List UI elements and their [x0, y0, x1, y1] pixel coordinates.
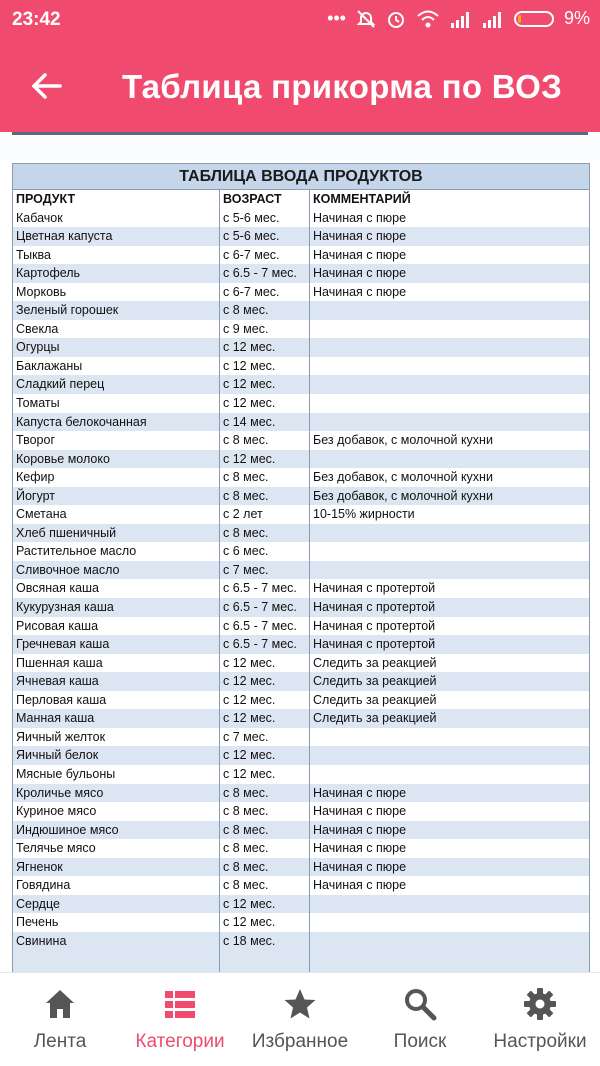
nav-item-settings[interactable]	[480, 973, 600, 1066]
cell-product: Говядина	[13, 876, 220, 895]
cell-age: с 8 мес.	[220, 301, 310, 320]
cell-age: с 8 мес.	[220, 468, 310, 487]
cell-product: Овсяная каша	[13, 579, 220, 598]
cell-comment	[310, 895, 589, 914]
cell-comment: Следить за реакцией	[313, 674, 437, 689]
battery-level	[518, 15, 521, 23]
cell-product: Гречневая каша	[13, 635, 220, 654]
table-row	[13, 375, 589, 394]
cell-age: с 12 мес.	[220, 394, 310, 413]
table-row	[13, 542, 589, 561]
table-row	[13, 709, 589, 728]
cell-age: с 12 мес.	[220, 913, 310, 932]
wifi-icon	[416, 9, 440, 29]
cell-product: Сердце	[13, 895, 220, 914]
cell-comment: Начиная с пюре	[313, 266, 407, 281]
cell-product: Ячневая каша	[13, 672, 220, 691]
table-row	[13, 821, 589, 840]
nav-item-favorites[interactable]	[240, 973, 360, 1066]
cell-age: с 14 мес.	[220, 413, 310, 432]
cell-comment: Начиная с пюре	[313, 284, 407, 299]
cell-age: с 7 мес.	[220, 728, 310, 747]
cell-comment	[310, 413, 589, 432]
cell-comment: Следить за реакцией	[313, 655, 437, 670]
cell-comment: Следить за реакцией	[313, 692, 437, 707]
status-icons	[327, 8, 590, 29]
app-bar	[0, 40, 600, 132]
cell-product: Манная каша	[13, 709, 220, 728]
cell-comment	[310, 357, 589, 376]
table-row	[13, 246, 589, 265]
battery-icon	[514, 11, 554, 27]
table-row	[13, 598, 589, 617]
table-row	[13, 746, 589, 765]
cell-comment	[310, 728, 589, 747]
cell-product: Кукурузная каша	[13, 598, 220, 617]
cell-product: Сметана	[13, 505, 220, 524]
cell-product: Яичный белок	[13, 746, 220, 765]
table-row	[13, 227, 589, 246]
cell-product: Капуста белокочанная	[13, 413, 220, 432]
cell-age: с 6 мес.	[220, 542, 310, 561]
cell-product: Свекла	[13, 320, 220, 339]
table-row	[13, 784, 589, 803]
cell-comment: Без добавок, с молочной кухни	[313, 433, 493, 448]
table-row	[13, 654, 589, 673]
alarm-icon	[386, 9, 406, 29]
cell-comment: Без добавок, с молочной кухни	[313, 470, 493, 485]
cell-product: Зеленый горошек	[13, 301, 220, 320]
cell-product: Индюшиное мясо	[13, 821, 220, 840]
table-header-row	[13, 190, 589, 209]
status-time: 23:42	[12, 9, 61, 30]
cell-comment	[310, 561, 589, 580]
cell-product: Мясные бульоны	[13, 765, 220, 784]
table-row	[13, 431, 589, 450]
cell-comment	[310, 320, 589, 339]
table-row	[13, 561, 589, 580]
cell-age: с 12 мес.	[220, 765, 310, 784]
gear-icon	[523, 987, 557, 1021]
signal-icon	[450, 10, 472, 28]
home-icon	[43, 987, 77, 1021]
table-row	[13, 728, 589, 747]
cell-product: Тыква	[13, 246, 220, 265]
cell-age: с 6-7 мес.	[220, 283, 310, 302]
table-row	[13, 450, 589, 469]
cell-product: Сладкий перец	[13, 375, 220, 394]
cell-comment	[310, 765, 589, 784]
cell-product: Перловая каша	[13, 691, 220, 710]
nav-label: Настройки	[493, 1031, 587, 1052]
filler-cell	[13, 950, 220, 972]
cell-product: Йогурт	[13, 487, 220, 506]
cell-comment	[310, 542, 589, 561]
cell-age: с 6.5 - 7 мес.	[220, 635, 310, 654]
cell-age: с 12 мес.	[220, 672, 310, 691]
cell-comment: Без добавок, с молочной кухни	[313, 488, 493, 503]
table-row	[13, 338, 589, 357]
cell-product: Коровье молоко	[13, 450, 220, 469]
previous-image-edge	[0, 132, 600, 160]
star-icon	[283, 987, 317, 1021]
cell-age: с 8 мес.	[220, 487, 310, 506]
cell-product: Огурцы	[13, 338, 220, 357]
cell-age: с 8 мес.	[220, 431, 310, 450]
cell-comment	[310, 394, 589, 413]
table-row	[13, 413, 589, 432]
header-age: ВОЗРАСТ	[220, 190, 310, 209]
cell-comment: Начиная с пюре	[313, 785, 407, 800]
table-title: ТАБЛИЦА ВВОДА ПРОДУКТОВ	[13, 164, 589, 190]
table-filler-row	[13, 950, 589, 972]
nav-item-search[interactable]	[360, 973, 480, 1066]
table-row	[13, 617, 589, 636]
cell-product: Печень	[13, 913, 220, 932]
filler-cell	[220, 950, 310, 972]
cell-age: с 6-7 мес.	[220, 246, 310, 265]
nav-label: Лента	[33, 1031, 87, 1052]
cell-comment: Начиная с протертой	[313, 600, 436, 615]
cell-product: Хлеб пшеничный	[13, 524, 220, 543]
product-table-image	[12, 163, 590, 972]
table-row	[13, 524, 589, 543]
filler-cell	[310, 950, 589, 972]
table-row	[13, 858, 589, 877]
cell-age: с 8 мес.	[220, 524, 310, 543]
cell-comment	[310, 913, 589, 932]
table-row	[13, 301, 589, 320]
table-row	[13, 691, 589, 710]
cell-age: с 8 мес.	[220, 802, 310, 821]
cell-comment	[310, 375, 589, 394]
cell-age: с 12 мес.	[220, 357, 310, 376]
table-body	[13, 209, 589, 951]
cell-age: с 2 лет	[220, 505, 310, 524]
dots-icon: •••	[327, 8, 346, 28]
cell-comment: Начиная с пюре	[313, 229, 407, 244]
table-row	[13, 579, 589, 598]
table-row	[13, 320, 589, 339]
cell-age: с 6.5 - 7 мес.	[220, 617, 310, 636]
cell-age: с 9 мес.	[220, 320, 310, 339]
cell-product: Рисовая каша	[13, 617, 220, 636]
status-bar	[0, 0, 600, 40]
cell-comment: Начиная с протертой	[313, 637, 436, 652]
cell-comment	[310, 746, 589, 765]
cell-comment: Начиная с пюре	[313, 841, 407, 856]
table-row	[13, 802, 589, 821]
cell-age: с 8 мес.	[220, 784, 310, 803]
table-row	[13, 913, 589, 932]
cell-age: с 5-6 мес.	[220, 209, 310, 228]
cell-comment	[310, 932, 589, 951]
table-row	[13, 264, 589, 283]
cell-product: Сливочное масло	[13, 561, 220, 580]
cell-age: с 12 мес.	[220, 895, 310, 914]
cell-age: с 6.5 - 7 мес.	[220, 598, 310, 617]
signal-icon-2	[482, 10, 504, 28]
cell-age: с 12 мес.	[220, 746, 310, 765]
cell-age: с 12 мес.	[220, 375, 310, 394]
cell-age: с 12 мес.	[220, 654, 310, 673]
table-row	[13, 487, 589, 506]
mute-icon	[356, 9, 376, 29]
cell-age: с 18 мес.	[220, 932, 310, 951]
table-row	[13, 895, 589, 914]
cell-product: Свинина	[13, 932, 220, 951]
cell-comment: 10-15% жирности	[313, 507, 415, 522]
cell-age: с 8 мес.	[220, 821, 310, 840]
cell-product: Ягненок	[13, 858, 220, 877]
cell-age: с 5-6 мес.	[220, 227, 310, 246]
cell-product: Морковь	[13, 283, 220, 302]
cell-age: с 12 мес.	[220, 709, 310, 728]
cell-age: с 12 мес.	[220, 691, 310, 710]
cell-product: Томаты	[13, 394, 220, 413]
table-row	[13, 468, 589, 487]
table-row	[13, 283, 589, 302]
cell-age: с 12 мес.	[220, 450, 310, 469]
table-row	[13, 635, 589, 654]
cell-age: с 7 мес.	[220, 561, 310, 580]
cell-product: Пшенная каша	[13, 654, 220, 673]
cell-product: Яичный желток	[13, 728, 220, 747]
header-product: ПРОДУКТ	[13, 190, 220, 209]
cell-comment: Начиная с пюре	[313, 878, 407, 893]
cell-age: с 8 мес.	[220, 839, 310, 858]
bottom-navigation	[0, 972, 600, 1066]
cell-product: Растительное масло	[13, 542, 220, 561]
nav-label: Поиск	[393, 1031, 447, 1052]
table-row	[13, 505, 589, 524]
search-icon	[403, 987, 437, 1021]
table-row	[13, 672, 589, 691]
cell-comment	[310, 338, 589, 357]
cell-age: с 8 мес.	[220, 858, 310, 877]
cell-product: Картофель	[13, 264, 220, 283]
page-title: Таблица прикорма по ВОЗ	[122, 68, 563, 105]
table-row	[13, 876, 589, 895]
content-area[interactable]	[0, 132, 600, 972]
cell-comment: Начиная с пюре	[313, 859, 407, 874]
table-row	[13, 394, 589, 413]
divider	[12, 132, 588, 135]
cell-product: Цветная капуста	[13, 227, 220, 246]
cell-comment: Следить за реакцией	[313, 711, 437, 726]
cell-age: с 8 мес.	[220, 876, 310, 895]
cell-comment	[310, 524, 589, 543]
cell-product: Куриное мясо	[13, 802, 220, 821]
cell-comment	[310, 301, 589, 320]
header-comment: КОММЕНТАРИЙ	[313, 192, 411, 206]
cell-comment: Начиная с протертой	[313, 618, 436, 633]
cell-product: Телячье мясо	[13, 839, 220, 858]
cell-age: с 6.5 - 7 мес.	[220, 264, 310, 283]
cell-product: Баклажаны	[13, 357, 220, 376]
cell-comment: Начиная с пюре	[313, 247, 407, 262]
back-arrow-icon[interactable]	[26, 64, 70, 108]
list-icon	[163, 987, 197, 1021]
nav-item-feed[interactable]	[0, 973, 120, 1066]
table-row	[13, 357, 589, 376]
cell-product: Кроличье мясо	[13, 784, 220, 803]
cell-comment: Начиная с пюре	[313, 804, 407, 819]
battery-percent: 9%	[563, 8, 590, 28]
nav-item-categories[interactable]	[120, 973, 240, 1066]
table-row	[13, 932, 589, 951]
table-row	[13, 839, 589, 858]
table-row	[13, 209, 589, 228]
cell-product: Кефир	[13, 468, 220, 487]
cell-comment: Начиная с пюре	[313, 822, 407, 837]
cell-product: Кабачок	[13, 209, 220, 228]
nav-label: Избранное	[251, 1031, 349, 1052]
cell-product: Творог	[13, 431, 220, 450]
table-row	[13, 765, 589, 784]
cell-comment: Начиная с пюре	[313, 210, 407, 225]
cell-age: с 12 мес.	[220, 338, 310, 357]
cell-age: с 6.5 - 7 мес.	[220, 579, 310, 598]
cell-comment: Начиная с протертой	[313, 581, 436, 596]
nav-label: Категории	[135, 1031, 225, 1052]
cell-comment	[310, 450, 589, 469]
